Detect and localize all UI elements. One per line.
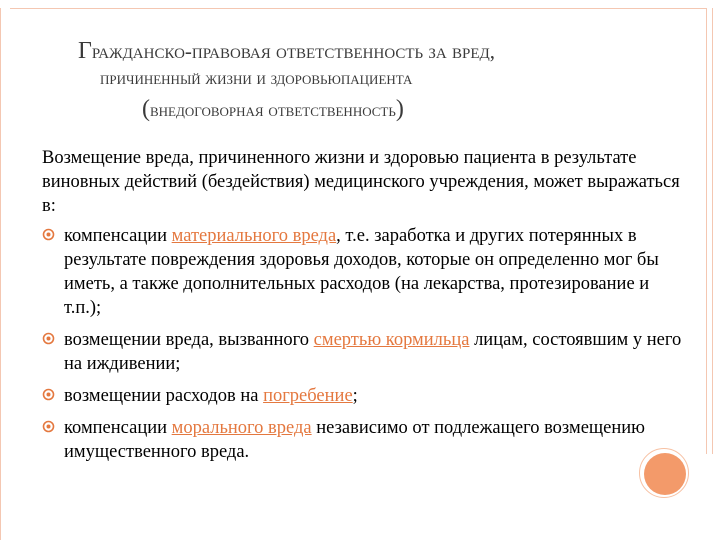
slide-body bbox=[42, 146, 682, 472]
link-breadwinner-death[interactable]: смертью кормильца bbox=[313, 330, 470, 350]
bullet-icon bbox=[42, 228, 55, 241]
title-initial: Г bbox=[78, 38, 92, 64]
title-line-1 bbox=[78, 38, 495, 65]
frame-right-line-outer bbox=[706, 8, 707, 454]
title-line-3 bbox=[142, 96, 404, 123]
bullet-icon bbox=[42, 420, 55, 433]
list-item bbox=[42, 328, 682, 376]
item-text: компенсации bbox=[64, 226, 172, 246]
title-paren-close: ) bbox=[395, 96, 404, 122]
list-item bbox=[42, 384, 682, 408]
link-moral-damage[interactable]: морального вреда bbox=[171, 418, 312, 438]
item-text: , т.е. заработка и других потерянных в результате повреждения здоровья доходов, которые он определенно мог бы иметь, а также дополнительных расходов (на лекарства, протезирование и т.п.); bbox=[64, 226, 659, 318]
link-material-damage[interactable]: материального вреда bbox=[171, 226, 337, 246]
list-item bbox=[42, 416, 682, 464]
bullet-icon bbox=[42, 388, 55, 401]
item-text: компенсации bbox=[64, 418, 172, 438]
item-text: лицам, состоявшим у него на иждивении; bbox=[64, 330, 682, 374]
title-line-1-text: ражданско-правовая ответственность за вред, bbox=[91, 39, 495, 63]
item-text: ; bbox=[352, 386, 358, 406]
intro-paragraph: Возмещение вреда, причиненного жизни и здоровью пациента в результате виновных действий (бездействия) медицинского учреждения, может выражаться в: bbox=[42, 148, 680, 216]
frame-left-line bbox=[0, 8, 1, 540]
bullet-list bbox=[42, 224, 682, 464]
bullet-icon bbox=[42, 332, 55, 345]
list-item bbox=[42, 224, 682, 320]
title-line-3-text: внедоговорная ответственность bbox=[150, 100, 396, 121]
frame-top-line bbox=[10, 8, 706, 9]
frame-right-line-inner bbox=[712, 8, 713, 454]
link-burial[interactable]: погребение bbox=[263, 386, 353, 406]
item-text: возмещении расходов на bbox=[64, 386, 264, 406]
item-text: возмещении вреда, вызванного bbox=[64, 330, 314, 350]
title-paren-open: ( bbox=[142, 96, 150, 122]
item-text: независимо от подлежащего возмещению имущественного вреда. bbox=[64, 418, 645, 462]
title-line-2: причиненный жизни и здоровьюпациента bbox=[100, 68, 413, 89]
